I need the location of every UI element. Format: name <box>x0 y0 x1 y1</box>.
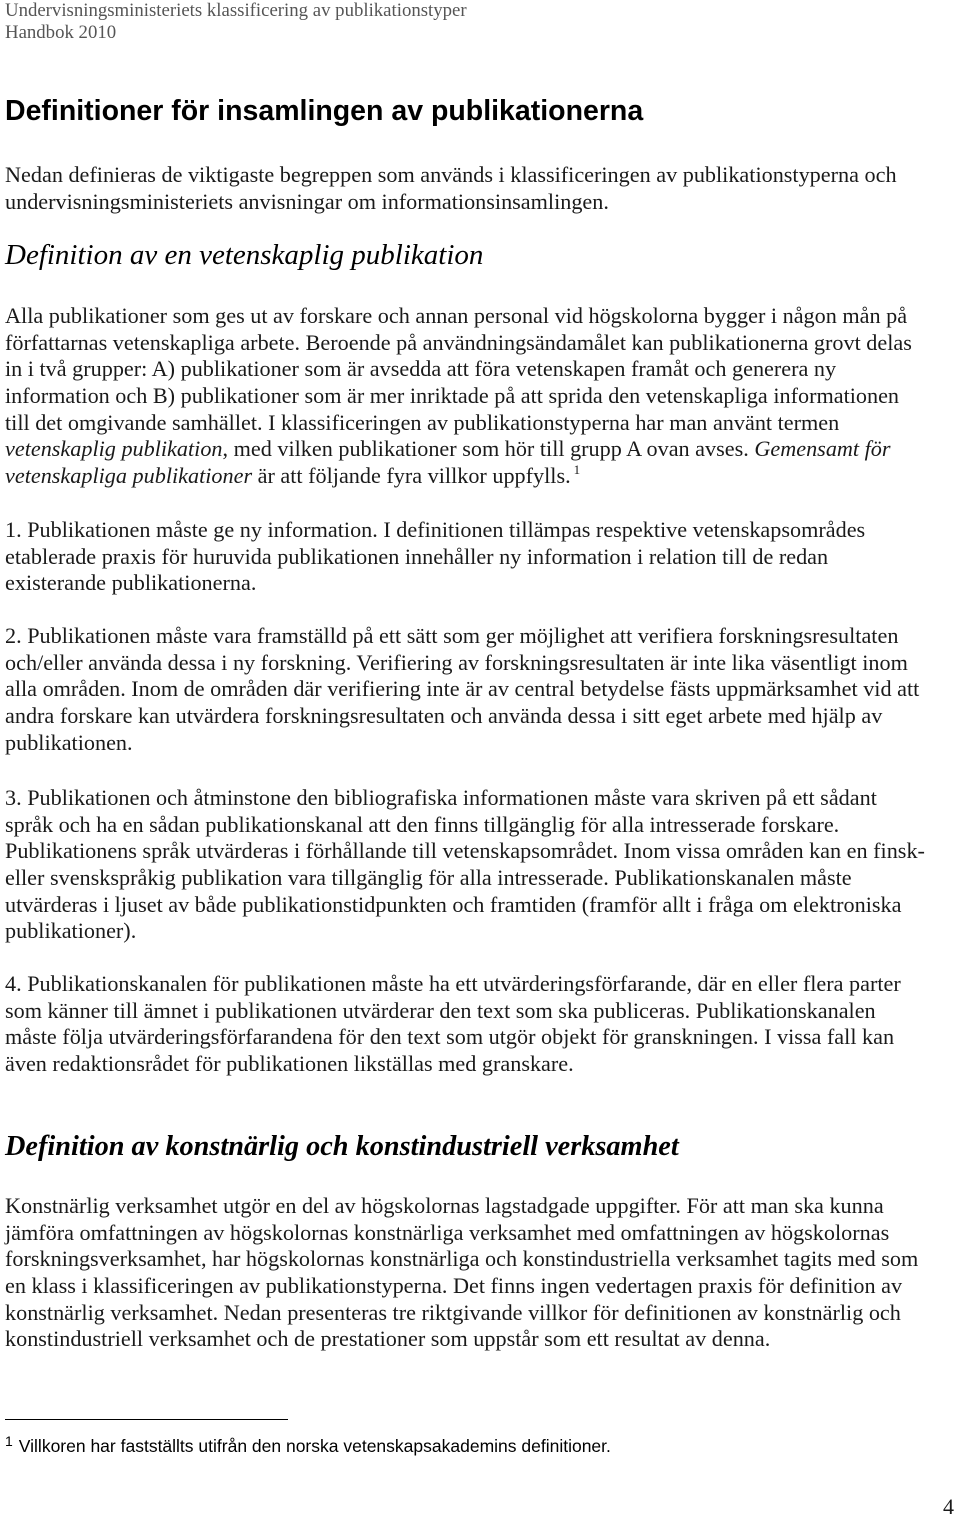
text-run: jämföra omfattningen av högskolornas konstnärliga verksamhet med omfattningen av högskolornas <box>5 1219 890 1245</box>
text-line <box>5 1220 918 1247</box>
text-run: och/eller använda dessa i ny forskning. Verifiering av forskningsresultaten är inte lika väsentligt inom <box>5 649 908 675</box>
text-line <box>5 517 865 544</box>
section-heading-scientific-publication: Definition av en vetenskaplig publikation <box>5 239 484 271</box>
text-run: en klass i klassificeringen av publikationstyperna. Det finns ingen vedertagen praxis för definition av <box>5 1272 903 1298</box>
text-run: utvärderas i ljuset av både publikationstidpunkten och framtiden (framför allt i fråga om elektroniska <box>5 891 902 917</box>
header-edition: Handbok 2010 <box>5 21 117 43</box>
text-run: 2. Publikationen måste vara framställd på ett sätt som ger möjlighet att verifiera forskningsresultaten <box>5 623 899 648</box>
running-header <box>5 0 467 43</box>
text-line <box>5 1051 901 1078</box>
text-run: forskningsverksamhet, har högskolornas konstnärliga och konstindustriella verksamhet tagits med som <box>5 1246 919 1272</box>
footnote-text: Villkoren har fastställts utifrån den norska vetenskapsakademins definitioner. <box>18 1436 611 1456</box>
text-line <box>5 162 897 189</box>
text-run: även redaktionsrådet för publikationen likställas med granskare. <box>5 1050 574 1076</box>
text-run: existerande publikationerna. <box>5 570 257 596</box>
text-line <box>5 1246 918 1273</box>
text-line <box>5 570 865 597</box>
text-line <box>5 383 912 410</box>
text-run: Nedan definieras de viktigaste begreppen som används i klassificeringen av publikationstyperna och <box>5 162 897 187</box>
document-title: Definitioner för insamlingen av publikationerna <box>5 95 644 127</box>
text-line <box>5 356 912 383</box>
text-run: måste följa utvärderingsförfarandena för den text som utgör objekt för granskningen. I vissa fall kan <box>5 1024 895 1050</box>
text-line <box>5 330 912 357</box>
text-line <box>5 838 925 865</box>
text-line <box>5 785 925 812</box>
text-run: publikationer). <box>5 918 137 944</box>
intro-paragraph <box>5 162 897 215</box>
text-line <box>5 892 925 919</box>
text-run: 1. Publikationen måste ge ny information. I definitionen tillämpas respektive vetenskapsområdes <box>5 517 866 542</box>
text-line <box>5 1300 918 1327</box>
text-run: eller svenskspråkig publikation vara tillgänglig för alla intresserade. Publikationskanalen måste <box>5 864 852 890</box>
text-line <box>5 650 919 677</box>
text-run: språk och ha en sådan publikationskanal att den finns tillgänglig för alla intresserade forskare. <box>5 811 840 837</box>
text-line <box>5 410 912 437</box>
text-run: publikationen. <box>5 729 133 755</box>
footnote-reference: 1 <box>573 461 581 477</box>
emphasized-term: Gemensamt för <box>754 436 891 462</box>
condition-2 <box>5 623 919 756</box>
condition-1 <box>5 517 865 597</box>
text-run: Konstnärlig verksamhet utgör en del av högskolornas lagstadgade uppgifter. För att man ska kunna <box>5 1193 884 1218</box>
footnote-marker: 1 <box>5 1433 13 1449</box>
text-line <box>5 730 919 757</box>
condition-3 <box>5 785 925 945</box>
text-run: in i två grupper: A) publikationer som är avsedda att föra vetenskapen framåt och generera ny <box>5 356 837 382</box>
text-run: som känner till ämnet i publikationen utvärderar den text som ska publiceras. Publikationskanalen <box>5 997 876 1023</box>
text-line <box>5 544 865 571</box>
text-run: information och B) publikationer som är mer inriktade på att sprida den vetenskapliga informationen <box>5 382 900 408</box>
text-line <box>5 812 925 839</box>
text-line <box>5 703 919 730</box>
text-run: andra forskare kan utvärdera forskningsresultaten och använda dessa i sitt eget arbete med hjälp av <box>5 702 883 728</box>
emphasized-term: vetenskapliga publikationer <box>5 462 253 488</box>
footnote <box>5 1435 611 1457</box>
text-run: konstnärlig verksamhet. Nedan presenteras tre riktgivande villkor för definitionen av konstnärlig och <box>5 1299 901 1325</box>
text-line <box>5 303 912 330</box>
text-run: konstindustriell verksamhet och de prestationer som uppstår som ett resultat av denna. <box>5 1326 771 1352</box>
text-line <box>5 998 901 1025</box>
text-line <box>5 971 901 998</box>
text-line <box>5 623 919 650</box>
section-heading-artistic-activity: Definition av konstnärlig och konstindustriell verksamhet <box>5 1131 679 1162</box>
emphasized-term: vetenskaplig publikation <box>5 436 223 462</box>
text-run: Alla publikationer som ges ut av forskare och annan personal vid högskolorna bygger i någon mån på <box>5 303 908 328</box>
text-line <box>5 436 912 463</box>
artistic-activity-paragraph <box>5 1193 918 1353</box>
text-run: är att följande fyra villkor uppfylls. <box>252 462 571 488</box>
text-line <box>5 1326 918 1353</box>
text-line <box>5 865 925 892</box>
text-run: 3. Publikationen och åtminstone den bibliografiska informationen måste vara skriven på ett sådant <box>5 785 877 810</box>
header-publication-title: Undervisningsministeriets klassificering av publikationstyper <box>5 0 467 21</box>
text-line <box>5 1273 918 1300</box>
text-run: etablerade praxis för huruvida publikationen innehåller ny information i relation till de redan <box>5 543 829 569</box>
page-number: 4 <box>943 1494 954 1519</box>
scientific-publication-paragraph <box>5 303 912 489</box>
text-run: undervisningsministeriets anvisningar om informationsinsamlingen. <box>5 188 609 214</box>
text-run: Publikationens språk utvärderas i förhållande till vetenskapsområdet. Inom vissa områden kan en finsk- <box>5 838 925 864</box>
text-run: , med vilken publikationer som hör till grupp A ovan avses. <box>222 436 755 462</box>
text-line <box>5 463 912 490</box>
text-run: alla områden. Inom de områden där verifiering inte är av central betydelse fästs uppmärksamhet vid att <box>5 676 920 702</box>
text-line <box>5 676 919 703</box>
text-run: författarnas vetenskapliga arbete. Beroende på användningsändamålet kan publikationerna grovt delas <box>5 329 912 355</box>
condition-4 <box>5 971 901 1078</box>
text-line <box>5 1024 901 1051</box>
text-line <box>5 189 897 216</box>
text-run: till det omgivande samhället. I klassificeringen av publikationstyperna har man använt termen <box>5 409 840 435</box>
text-run: 4. Publikationskanalen för publikationen måste ha ett utvärderingsförfarande, där en eller flera parter <box>5 971 901 996</box>
text-line <box>5 1193 918 1220</box>
text-line <box>5 918 925 945</box>
footnote-separator <box>5 1419 288 1420</box>
